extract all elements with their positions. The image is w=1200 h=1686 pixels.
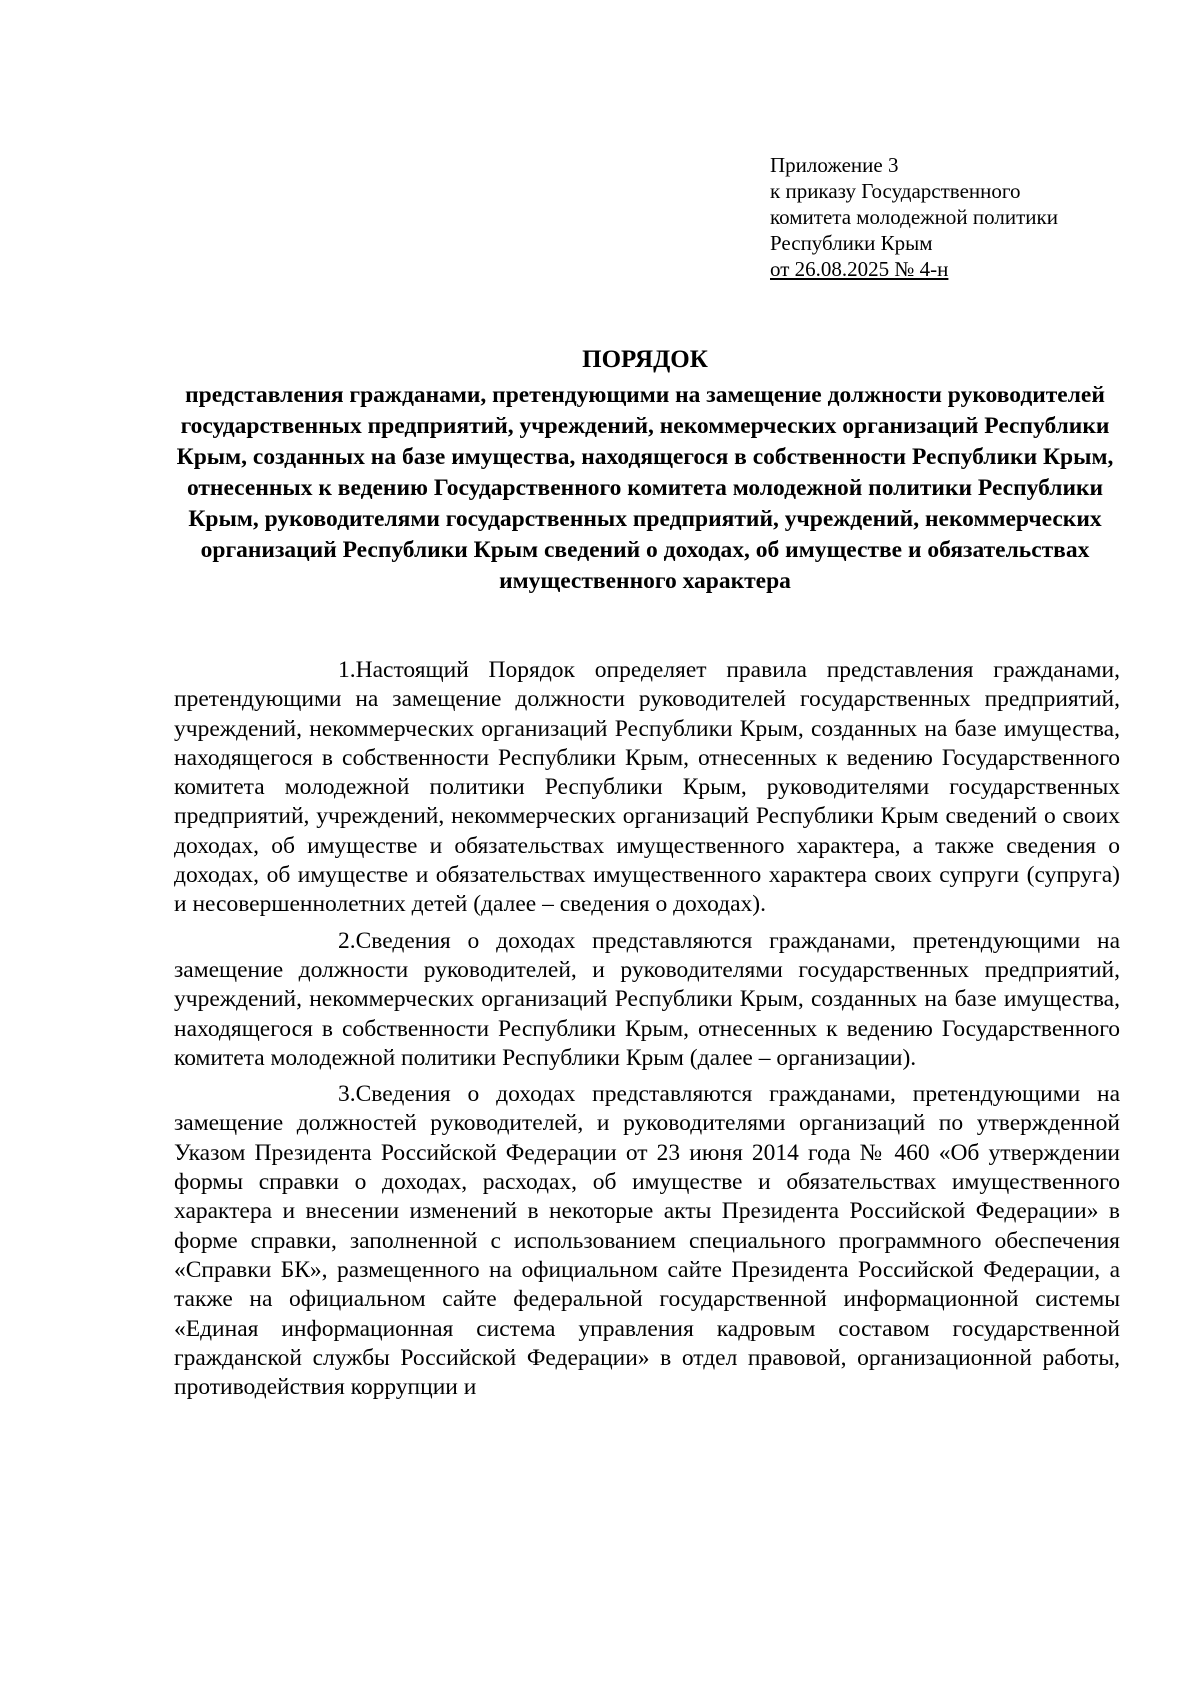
appendix-line-4: Республики Крым (770, 231, 933, 255)
document-body (174, 656, 1120, 1409)
appendix-line-3: комитета молодежной политики (770, 205, 1058, 229)
paragraph-number: 2. (338, 927, 356, 954)
paragraph-text: Сведения о доходах представляются гражданами, претендующими на замещение должностей руководителей, и руководителями организаций по утвержденной Указом Президента Российской Федерации от 23 июня 2014 года № 460 «Об утверждении формы справки о доходах, расходах, об имуществе и обязательствах имущественного характера и внесении изменений в некоторые акты Президента Российской Федерации» в форме справки, заполненной с использованием специального программного обеспечения «Справки БК», размещенного на официальном сайте Президента Российской Федерации, а также на официальном сайте федеральной государственной информационной системы «Единая информационная система управления кадровым составом государственной гражданской службы Российской Федерации» в отдел правовой, организационной работы, противодействия коррупции и (174, 1081, 1120, 1401)
appendix-line-1: Приложение 3 (770, 153, 899, 177)
document-subtitle: представления гражданами, претендующими на замещение должности руководителей государственных предприятий, учреждений, некоммерческих организаций Республики Крым, созданных на базе имущества, находящегося в собственности Республики Крым, отнесенных к ведению Государственного комитета молодежной политики Республики Крым, руководителями государственных предприятий, учреждений, некоммерческих организаций Республики Крым сведений о доходах, об имуществе и обязательствах имущественного характера (176, 382, 1114, 594)
paragraph-2 (174, 927, 1120, 1073)
paragraph-text: Настоящий Порядок определяет правила представления гражданами, претендующими на замещение должности руководителей государственных предприятий, учреждений, некоммерческих организаций Республики Крым, созданных на базе имущества, находящегося в собственности Республики Крым, отнесенных к ведению Государственного комитета молодежной политики Республики Крым, руководителями государственных предприятий, учреждений, некоммерческих организаций Республики Крым сведений о своих доходах, об имуществе и обязательствах имущественного характера, а также сведения о доходах, об имуществе и обязательствах имущественного характера своих супруги (супруга) и несовершеннолетних детей (далее – сведения о доходах). (174, 657, 1120, 918)
paragraph-text: Сведения о доходах представляются гражданами, претендующими на замещение должности руководителей, и руководителями государственных предприятий, учреждений, некоммерческих организаций Республики Крым, созданных на базе имущества, находящегося в собственности Республики Крым, отнесенных к ведению Государственного комитета молодежной политики Республики Крым (далее – организации). (174, 927, 1120, 1071)
order-reference: от 26.08.2025 № 4-н (770, 257, 949, 281)
appendix-line-2: к приказу Государственного (770, 179, 1021, 203)
paragraph-1 (174, 656, 1120, 920)
paragraph-number: 1. (338, 657, 356, 683)
paragraph-number: 3. (338, 1081, 356, 1108)
appendix-reference (770, 152, 1058, 282)
document-title: ПОРЯДОК (582, 346, 708, 373)
paragraph-3 (174, 1080, 1120, 1402)
